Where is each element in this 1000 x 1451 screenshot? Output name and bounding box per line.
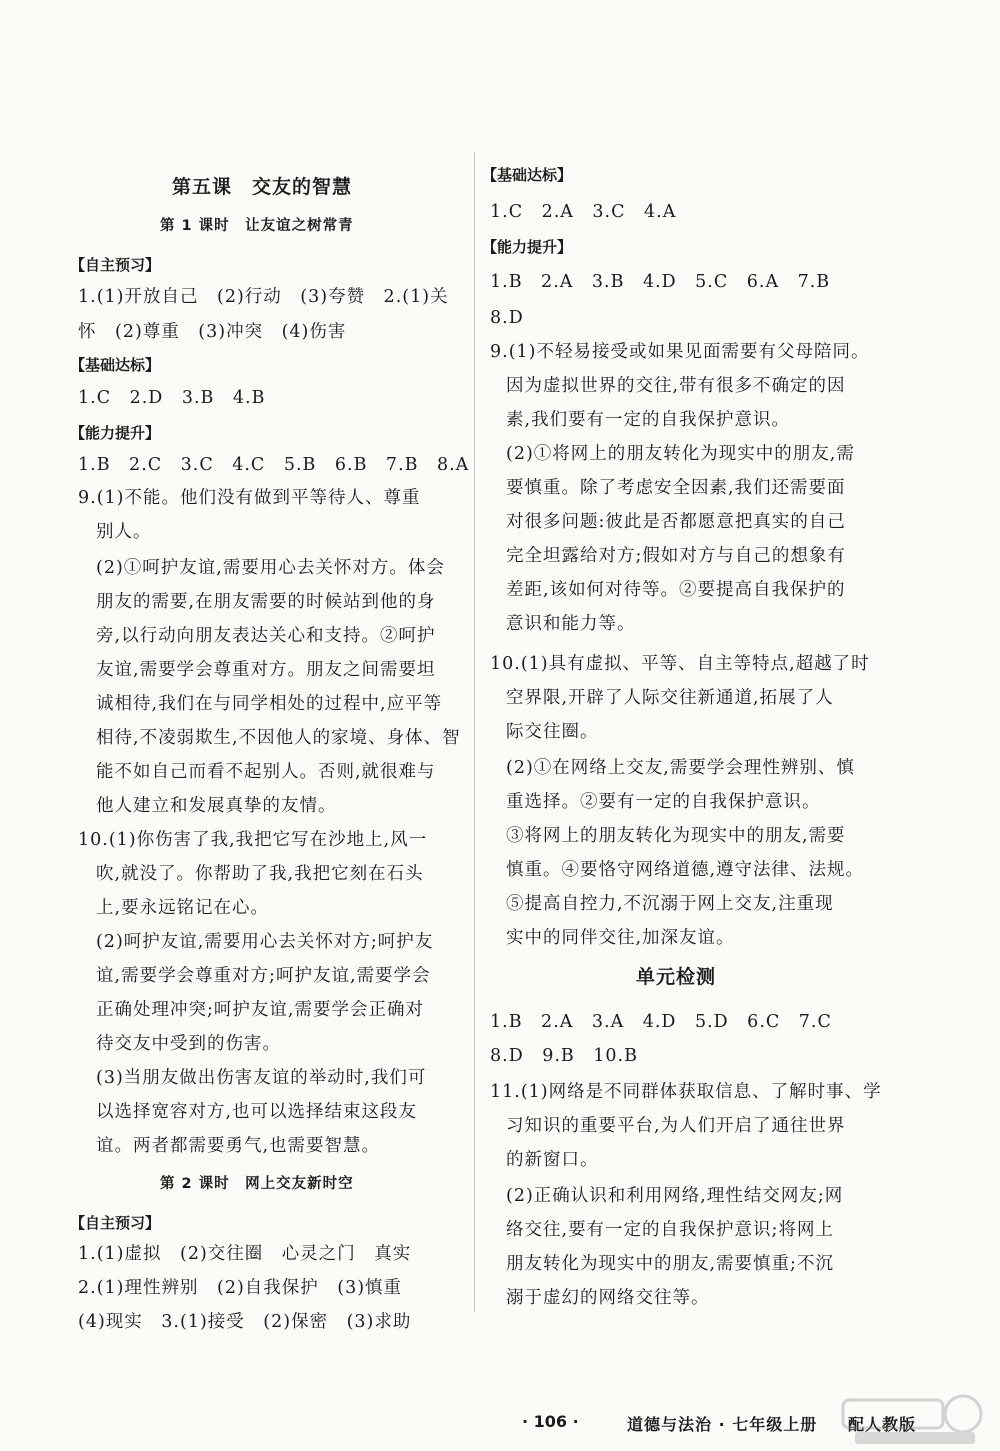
- text-line: 空界限,开辟了人际交往新通道,拓展了人: [506, 688, 834, 708]
- page-number: · 106 ·: [522, 1412, 579, 1431]
- text-line: 溺于虚幻的网络交往等。: [506, 1288, 710, 1308]
- text-line: 1.C 2.A 3.C 4.A: [490, 202, 677, 222]
- watermark-logo-icon: [835, 1390, 995, 1448]
- text-line: (2)①在网络上交友,需要学会理性辨别、慎: [506, 758, 855, 778]
- text-line: 重选择。②要有一定的自我保护意识。: [506, 792, 821, 812]
- text-line: 10.(1)具有虚拟、平等、自主等特点,超越了时: [490, 654, 870, 674]
- text-line: 上,要永远铭记在心。: [96, 898, 270, 918]
- unit-test-title: 单元检测: [636, 966, 717, 988]
- text-line: 朋友的需要,在朋友需要的时候站到他的身: [96, 592, 436, 612]
- text-line: 络交往,要有一定的自我保护意识;将网上: [506, 1220, 834, 1240]
- lesson-title: 第五课 交友的智慧: [172, 176, 353, 198]
- text-line: 对很多问题:彼此是否都愿意把真实的自己: [506, 512, 846, 532]
- text-line: 的新窗口。: [506, 1150, 599, 1170]
- text-line: 因为虚拟世界的交往,带有很多不确定的因: [506, 376, 846, 396]
- text-line: 诚相待,我们在与同学相处的过程中,应平等: [96, 694, 443, 714]
- period1-title: 第 1 课时 让友谊之树常青: [160, 218, 354, 234]
- section-preview-2: 【自主预习】: [70, 1214, 161, 1232]
- text-line: 9.(1)不能。他们没有做到平等待人、尊重: [78, 488, 421, 508]
- text-line: 1.B 2.A 3.B 4.D 5.C 6.A 7.B: [490, 272, 831, 292]
- text-line: 素,我们要有一定的自我保护意识。: [506, 410, 791, 430]
- text-line: (3)当朋友做出伤害友谊的举动时,我们可: [96, 1068, 427, 1088]
- edition-label: 配人教版: [848, 1415, 917, 1434]
- text-line: 意识和能力等。: [506, 614, 636, 634]
- book-title: 道德与法治 · 七年级上册: [627, 1415, 818, 1434]
- section-preview-1: 【自主预习】: [70, 256, 161, 274]
- text-line: 谊。两者都需要勇气,也需要智慧。: [96, 1136, 381, 1156]
- text-line: 友谊,需要学会尊重对方。朋友之间需要坦: [96, 660, 436, 680]
- section-basic-1: 【基础达标】: [70, 356, 161, 374]
- text-line: (2)呵护友谊,需要用心去关怀对方;呵护友: [96, 932, 434, 952]
- text-line: 正确处理冲突;呵护友谊,需要学会正确对: [96, 1000, 424, 1020]
- column-divider: [474, 152, 475, 1312]
- text-line: 朋友转化为现实中的朋友,需要慎重;不沉: [506, 1254, 834, 1274]
- text-line: 10.(1)你伤害了我,我把它写在沙地上,风一: [78, 830, 428, 850]
- text-line: 1.B 2.C 3.C 4.C 5.B 6.B 7.B 8.A: [78, 455, 470, 475]
- section-ability-1: 【能力提升】: [70, 424, 161, 442]
- text-line: ③将网上的朋友转化为现实中的朋友,需要: [506, 826, 846, 846]
- text-line: (2)正确认识和利用网络,理性结交网友;网: [506, 1186, 844, 1206]
- text-line: 怀 (2)尊重 (3)冲突 (4)伤害: [78, 322, 347, 342]
- text-line: 习知识的重要平台,为人们开启了通往世界: [506, 1116, 846, 1136]
- text-line: 别人。: [96, 522, 152, 542]
- period2-title: 第 2 课时 网上交友新时空: [160, 1176, 354, 1192]
- text-line: 完全坦露给对方;假如对方与自己的想象有: [506, 546, 846, 566]
- text-line: 1.(1)开放自己 (2)行动 (3)夸赞 2.(1)关: [78, 287, 449, 307]
- text-line: 谊,需要学会尊重对方;呵护友谊,需要学会: [96, 966, 431, 986]
- text-line: 11.(1)网络是不同群体获取信息、了解时事、学: [490, 1082, 882, 1102]
- text-line: 慎重。④要恪守网络道德,遵守法律、法规。: [506, 860, 865, 880]
- text-line: 差距,该如何对待等。②要提高自我保护的: [506, 580, 846, 600]
- text-line: 9.(1)不轻易接受或如果见面需要有父母陪同。: [490, 342, 870, 362]
- text-line: 1.C 2.D 3.B 4.B: [78, 388, 266, 408]
- text-line: 际交往圈。: [506, 722, 599, 742]
- text-line: 吹,就没了。你帮助了我,我把它刻在石头: [96, 864, 424, 884]
- text-line: (2)①呵护友谊,需要用心去关怀对方。体会: [96, 558, 445, 578]
- text-line: ⑤提高自控力,不沉溺于网上交友,注重现: [506, 894, 834, 914]
- text-line: (2)①将网上的朋友转化为现实中的朋友,需: [506, 444, 855, 464]
- text-line: 8.D 9.B 10.B: [490, 1046, 638, 1066]
- text-line: 1.(1)虚拟 (2)交往圈 心灵之门 真实: [78, 1244, 412, 1264]
- section-ability-2: 【能力提升】: [482, 238, 573, 256]
- text-line: 1.B 2.A 3.A 4.D 5.D 6.C 7.C: [490, 1012, 832, 1032]
- section-basic-2: 【基础达标】: [482, 166, 573, 184]
- text-line: 要慎重。除了考虑安全因素,我们还需要面: [506, 478, 846, 498]
- text-line: 相待,不凌弱欺生,不因他人的家境、身体、智: [96, 728, 461, 748]
- text-line: 待交友中受到的伤害。: [96, 1034, 281, 1054]
- text-line: 2.(1)理性辨别 (2)自我保护 (3)慎重: [78, 1278, 403, 1298]
- text-line: 以选择宽容对方,也可以选择结束这段友: [96, 1102, 418, 1122]
- text-line: 他人建立和发展真挚的友情。: [96, 796, 337, 816]
- text-line: 能不如自己而看不起别人。否则,就很难与: [96, 762, 436, 782]
- text-line: 8.D: [490, 308, 524, 328]
- text-line: (4)现实 3.(1)接受 (2)保密 (3)求助: [78, 1312, 412, 1332]
- text-line: 实中的同伴交往,加深友谊。: [506, 928, 735, 948]
- text-line: 旁,以行动向朋友表达关心和支持。②呵护: [96, 626, 436, 646]
